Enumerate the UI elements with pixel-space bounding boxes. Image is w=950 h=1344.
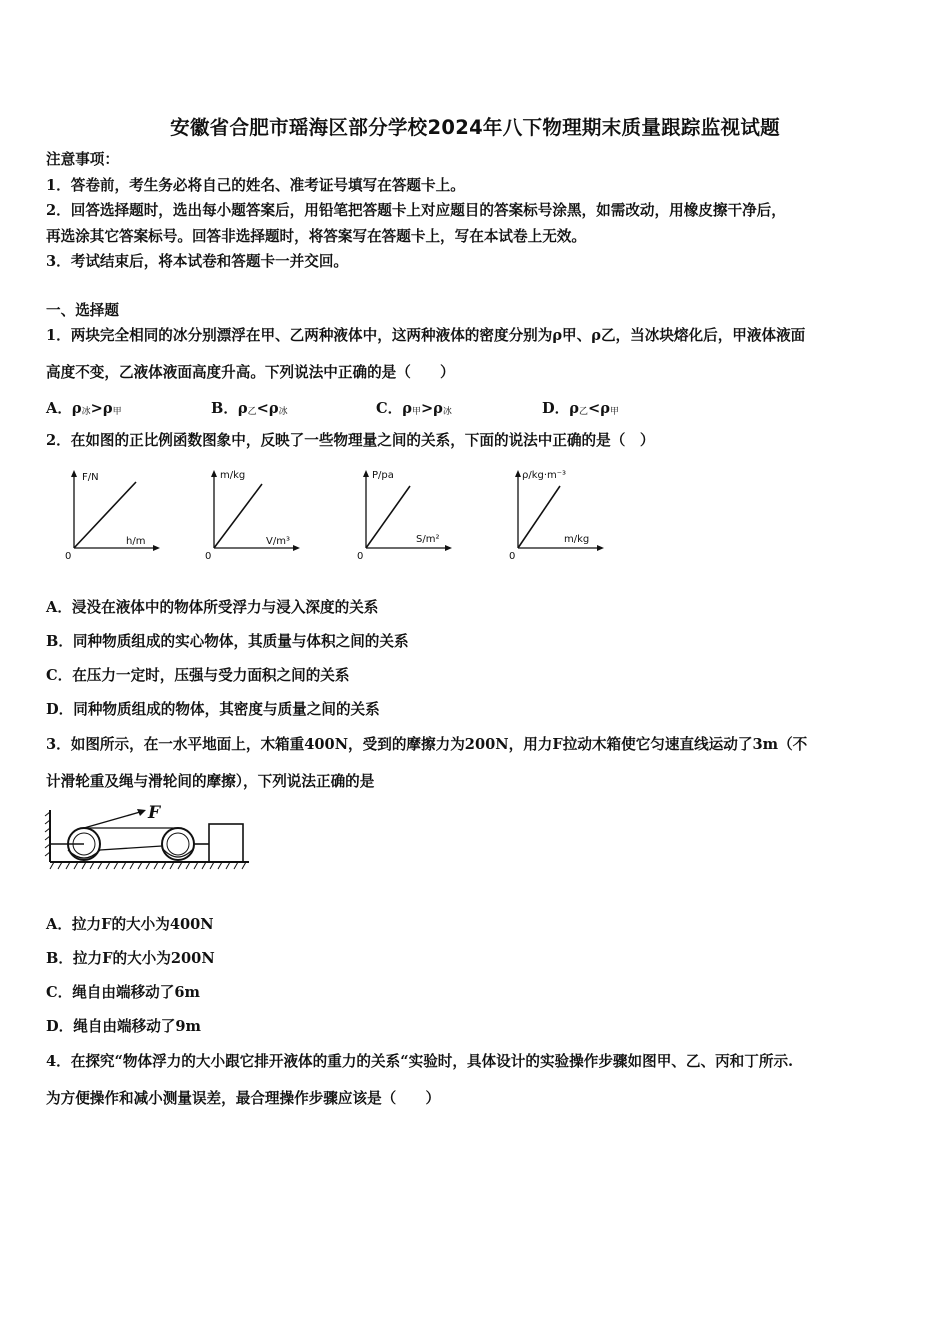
question-3-option-d: D．绳自由端移动了9m <box>46 1018 202 1035</box>
pulley-figure <box>44 802 254 878</box>
question-1-options <box>46 397 908 419</box>
question-2-option-d: D．同种物质组成的物体，其密度与质量之间的关系 <box>46 701 380 718</box>
graph-y-label: F/N <box>82 472 99 483</box>
option-a: A．$\rho_冰>\rho_甲$ <box>46 400 122 417</box>
graph-origin: 0 <box>65 551 72 561</box>
question-3-line-2: 计滑轮重及绳与滑轮间的摩擦），下列说法正确的是 <box>46 773 375 790</box>
question-2-option-c: C．在压力一定时，压强与受力面积之间的关系 <box>46 667 350 684</box>
graph-density-mass <box>506 466 606 561</box>
graph-y-label: m/kg <box>220 470 246 481</box>
question-1-line-2: 高度不变，乙液体液面高度升高。下列说法中正确的是（ ） <box>46 364 455 381</box>
graph-origin: 0 <box>509 551 516 561</box>
option-c: C．$\rho_甲>\rho_冰$ <box>376 400 452 417</box>
note-1: 1．答卷前，考生务必将自己的姓名、准考证号填写在答题卡上。 <box>46 177 465 194</box>
graph-x-label: S/m² <box>416 534 440 545</box>
graph-origin: 0 <box>205 551 212 561</box>
question-4-line-1: 4．在探究“物体浮力的大小跟它排开液体的重力的关系“实验时，具体设计的实验操作步骤如图甲、乙、丙和丁所示. <box>46 1053 794 1070</box>
page-title: 安徽省合肥市瑶海区部分学校2024年八下物理期末质量跟踪监视试题 <box>170 116 780 139</box>
graph-origin: 0 <box>357 551 364 561</box>
note-3: 3．考试结束后，将本试卷和答题卡一并交回。 <box>46 253 349 270</box>
graph-force-depth <box>62 466 162 561</box>
note-2-line-2: 再选涂其它答案标号。回答非选择题时，将答案写在答题卡上，写在本试卷上无效。 <box>46 228 586 245</box>
question-4-line-2: 为方便操作和减小测量误差，最合理操作步骤应该是（ ） <box>46 1090 441 1107</box>
section-heading: 一、选择题 <box>46 302 119 319</box>
question-3-line-1: 3．如图所示，在一水平地面上，木箱重400N，受到的摩擦力为200N，用力F拉动木箱使它匀速直线运动了3m（不 <box>46 736 808 753</box>
graph-x-label: m/kg <box>564 534 590 545</box>
question-2-option-b: B．同种物质组成的实心物体，其质量与体积之间的关系 <box>46 633 409 650</box>
graph-y-label: P/pa <box>372 470 394 481</box>
option-d: D．$\rho_乙<\rho_甲$ <box>542 400 619 417</box>
graph-x-label: V/m³ <box>266 536 290 547</box>
graph-pressure-area <box>354 466 454 561</box>
force-label: F <box>148 803 161 823</box>
question-2-stem: 2．在如图的正比例函数图象中，反映了一些物理量之间的关系，下面的说法中正确的是（ ） <box>46 432 655 449</box>
option-b: B．$\rho_乙<\rho_冰$ <box>211 400 288 417</box>
graph-x-label: h/m <box>126 536 146 547</box>
note-2-line-1: 2．回答选择题时，选出每小题答案后，用铅笔把答题卡上对应题目的答案标号涂黑，如需改动，用橡皮擦干净后， <box>46 202 786 219</box>
question-2-option-a: A．浸没在液体中的物体所受浮力与浸入深度的关系 <box>46 599 379 616</box>
question-3-option-a: A．拉力F的大小为400N <box>46 916 214 933</box>
graph-y-label: ρ/kg·m⁻³ <box>522 470 567 481</box>
graph-mass-volume <box>202 466 302 561</box>
question-3-option-c: C．绳自由端移动了6m <box>46 984 200 1001</box>
question-1-line-1: 1．两块完全相同的冰分别漂浮在甲、乙两种液体中，这两种液体的密度分别为ρ甲、ρ乙，当冰块熔化后，甲液体液面 <box>46 327 806 344</box>
question-3-option-b: B．拉力F的大小为200N <box>46 950 215 967</box>
notes-heading: 注意事项： <box>46 151 119 168</box>
